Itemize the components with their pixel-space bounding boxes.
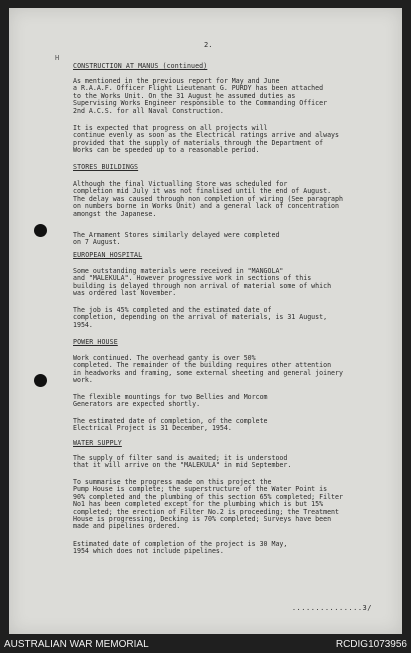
paragraph: Estimated date of completion of the project is 30 May, 1954 which does not include pipelines. xyxy=(73,540,288,556)
paragraph: Work continued. The overhead ganty is over 50% completed. The remainder of the building requires other attention in headworks and framing, some external sheeting and general joinery work. xyxy=(73,354,343,385)
archive-footer xyxy=(0,636,411,653)
section-heading: WATER SUPPLY xyxy=(73,439,122,447)
paragraph: As mentioned in the previous report for May and June a R.A.A.F. Officer Flight Lieutenant G. PURDY has been attached to the Works Unit. On the 31 August he assumed duties as Supervising Works Engineer responsible to the Commanding Officer 2nd A.C.S. for all Naval Construction. xyxy=(73,77,328,115)
document-page xyxy=(9,8,402,634)
page-number: 2. xyxy=(204,41,213,49)
paragraph: The job is 45% completed and the estimated date of completion, depending on the arrival of materials, is 31 August, 1954. xyxy=(73,306,328,329)
archive-name: AUSTRALIAN WAR MEMORIAL xyxy=(4,639,149,650)
continuation-marker: ...............3/ xyxy=(291,604,372,612)
record-id: RCDIG1073956 xyxy=(335,639,407,650)
paragraph: The supply of filter sand is awaited; it is understood that it will arrive on the "MALEKULA" in mid September. xyxy=(73,454,292,470)
paragraph: To summarise the progress made on this project the Pump House is complete; the superstructure of the Water Point is 90% completed and the plumbing of this section 65% completed; Filter No1 has been completed except for the plumbing which is but 15% completed; the erection of Filter No.2 is proceeding; the Treatment House is progressing, Decking is 70% completed; Surveys have been made and pipelines ordered. xyxy=(73,478,343,531)
margin-mark: H xyxy=(55,54,60,62)
section-heading: STORES BUILDINGS xyxy=(73,163,139,171)
paragraph: The estimated date of completion, of the complete Electrical Project is 31 December, 1954. xyxy=(73,417,268,433)
section-heading: CONSTRUCTION AT MANUS (continued) xyxy=(73,62,208,70)
section-heading: POWER HOUSE xyxy=(73,338,118,346)
punch-hole xyxy=(34,374,47,387)
punch-hole xyxy=(34,224,47,237)
section-heading: EUROPEAN HOSPITAL xyxy=(73,251,143,259)
paragraph: Some outstanding materials were received in "MANGOLA" and "MALEKULA". However progressive work in sections of this building is delayed through non arrival of material some of which was ordered last November. xyxy=(73,267,332,298)
paragraph: The Armament Stores similarly delayed were completed on 7 August. xyxy=(73,231,280,247)
paragraph: The flexible mountings for two Bellies and Morcom Generators are expected shortly. xyxy=(73,393,268,409)
paragraph: It is expected that progress on all projects will continue evenly as soon as the Electrical ratings arrive and always provided that the supply of materials through the Department of Works can be speeded up to a reasonable period. xyxy=(73,124,339,155)
document-body xyxy=(55,8,380,634)
paragraph: Although the final Victualling Store was scheduled for completion mid July it was not finalised until the end of August. The delay was caused through non completion of wiring (See paragraph on numbers borne in Works Unit) and a general lack of concentration amongst the Japanese. xyxy=(73,180,343,218)
